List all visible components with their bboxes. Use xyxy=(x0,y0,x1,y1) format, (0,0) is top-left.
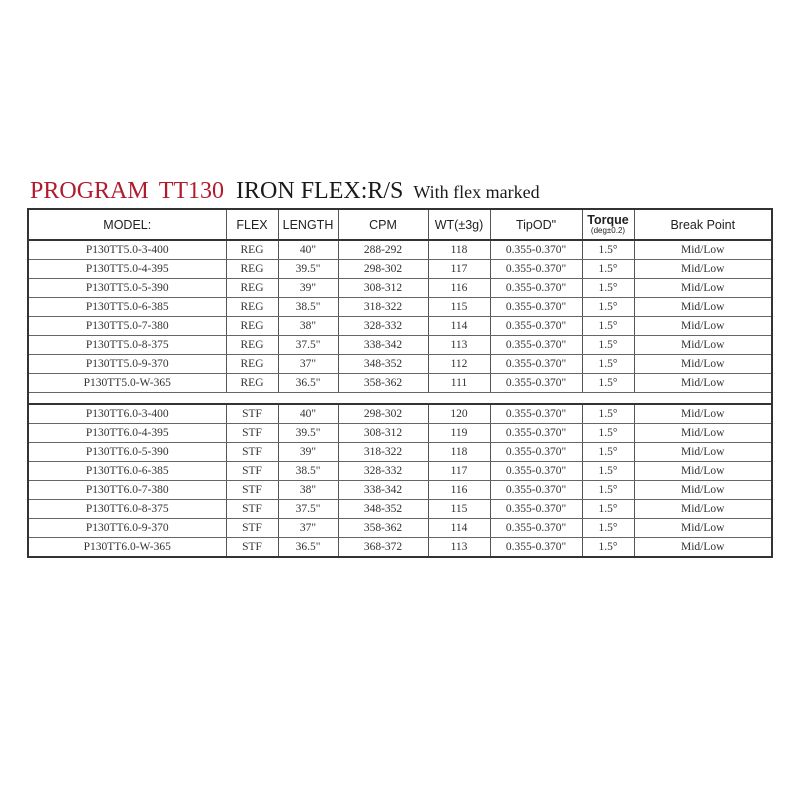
cell-wt: 115 xyxy=(428,298,490,317)
cell-tipod: 0.355-0.370" xyxy=(490,317,582,336)
cell-length: 38.5" xyxy=(278,298,338,317)
cell-flex: REG xyxy=(226,260,278,279)
cell-tipod: 0.355-0.370" xyxy=(490,374,582,393)
header-tipod: TipOD" xyxy=(490,209,582,240)
cell-tipod: 0.355-0.370" xyxy=(490,462,582,481)
cell-model: P130TT5.0-5-390 xyxy=(28,279,226,298)
cell-model: P130TT5.0-9-370 xyxy=(28,355,226,374)
table-row xyxy=(28,443,772,462)
cell-wt: 116 xyxy=(428,481,490,500)
cell-wt: 115 xyxy=(428,500,490,519)
cell-torque: 1.5° xyxy=(582,481,634,500)
cell-wt: 113 xyxy=(428,336,490,355)
cell-cpm: 358-362 xyxy=(338,374,428,393)
cell-model: P130TT5.0-4-395 xyxy=(28,260,226,279)
cell-cpm: 318-322 xyxy=(338,443,428,462)
cell-cpm: 368-372 xyxy=(338,538,428,558)
cell-length: 39" xyxy=(278,279,338,298)
header-length: LENGTH xyxy=(278,209,338,240)
header-break-point: Break Point xyxy=(634,209,772,240)
cell-cpm: 298-302 xyxy=(338,404,428,424)
cell-flex: STF xyxy=(226,538,278,558)
cell-tipod: 0.355-0.370" xyxy=(490,481,582,500)
cell-break-point: Mid/Low xyxy=(634,355,772,374)
cell-cpm: 318-322 xyxy=(338,298,428,317)
table-row xyxy=(28,240,772,260)
cell-torque: 1.5° xyxy=(582,240,634,260)
cell-tipod: 0.355-0.370" xyxy=(490,298,582,317)
table-row xyxy=(28,298,772,317)
table-row xyxy=(28,336,772,355)
cell-model: P130TT6.0-W-365 xyxy=(28,538,226,558)
cell-model: P130TT6.0-5-390 xyxy=(28,443,226,462)
cell-wt: 114 xyxy=(428,317,490,336)
cell-torque: 1.5° xyxy=(582,500,634,519)
table-row xyxy=(28,260,772,279)
header-wt: WT(±3g) xyxy=(428,209,490,240)
cell-torque: 1.5° xyxy=(582,317,634,336)
cell-wt: 113 xyxy=(428,538,490,558)
header-row xyxy=(28,209,772,240)
cell-flex: STF xyxy=(226,404,278,424)
cell-length: 40" xyxy=(278,404,338,424)
cell-flex: STF xyxy=(226,424,278,443)
cell-wt: 119 xyxy=(428,424,490,443)
cell-cpm: 328-332 xyxy=(338,317,428,336)
cell-wt: 118 xyxy=(428,443,490,462)
cell-torque: 1.5° xyxy=(582,260,634,279)
cell-length: 39.5" xyxy=(278,424,338,443)
cell-length: 37" xyxy=(278,519,338,538)
cell-break-point: Mid/Low xyxy=(634,260,772,279)
cell-flex: STF xyxy=(226,519,278,538)
cell-model: P130TT6.0-6-385 xyxy=(28,462,226,481)
cell-cpm: 338-342 xyxy=(338,481,428,500)
cell-wt: 117 xyxy=(428,462,490,481)
cell-flex: REG xyxy=(226,240,278,260)
cell-break-point: Mid/Low xyxy=(634,481,772,500)
cell-torque: 1.5° xyxy=(582,355,634,374)
cell-torque: 1.5° xyxy=(582,279,634,298)
cell-tipod: 0.355-0.370" xyxy=(490,336,582,355)
cell-length: 38.5" xyxy=(278,462,338,481)
cell-flex: STF xyxy=(226,462,278,481)
cell-cpm: 308-312 xyxy=(338,279,428,298)
cell-torque: 1.5° xyxy=(582,443,634,462)
table-row xyxy=(28,374,772,393)
cell-flex: REG xyxy=(226,317,278,336)
cell-tipod: 0.355-0.370" xyxy=(490,500,582,519)
cell-break-point: Mid/Low xyxy=(634,404,772,424)
cell-tipod: 0.355-0.370" xyxy=(490,240,582,260)
cell-cpm: 308-312 xyxy=(338,424,428,443)
table-row xyxy=(28,355,772,374)
cell-tipod: 0.355-0.370" xyxy=(490,519,582,538)
cell-flex: REG xyxy=(226,336,278,355)
cell-tipod: 0.355-0.370" xyxy=(490,404,582,424)
cell-torque: 1.5° xyxy=(582,538,634,558)
table-row xyxy=(28,279,772,298)
cell-model: P130TT6.0-8-375 xyxy=(28,500,226,519)
cell-break-point: Mid/Low xyxy=(634,443,772,462)
cell-flex: REG xyxy=(226,298,278,317)
cell-model: P130TT5.0-6-385 xyxy=(28,298,226,317)
cell-break-point: Mid/Low xyxy=(634,500,772,519)
header-torque-label: Torque xyxy=(587,213,629,228)
cell-tipod: 0.355-0.370" xyxy=(490,424,582,443)
cell-torque: 1.5° xyxy=(582,462,634,481)
cell-torque: 1.5° xyxy=(582,374,634,393)
header-model: MODEL: xyxy=(28,209,226,240)
cell-break-point: Mid/Low xyxy=(634,519,772,538)
cell-cpm: 338-342 xyxy=(338,336,428,355)
page-title xyxy=(30,178,540,205)
title-subtitle: With flex marked xyxy=(413,182,540,202)
cell-flex: STF xyxy=(226,481,278,500)
cell-model: P130TT6.0-3-400 xyxy=(28,404,226,424)
cell-flex: STF xyxy=(226,500,278,519)
cell-wt: 120 xyxy=(428,404,490,424)
cell-length: 36.5" xyxy=(278,374,338,393)
header-torque xyxy=(582,209,634,240)
cell-model: P130TT5.0-8-375 xyxy=(28,336,226,355)
table-row xyxy=(28,317,772,336)
cell-model: P130TT5.0-7-380 xyxy=(28,317,226,336)
cell-flex: REG xyxy=(226,355,278,374)
cell-length: 38" xyxy=(278,481,338,500)
cell-tipod: 0.355-0.370" xyxy=(490,443,582,462)
cell-length: 39" xyxy=(278,443,338,462)
cell-cpm: 348-352 xyxy=(338,355,428,374)
cell-tipod: 0.355-0.370" xyxy=(490,538,582,558)
cell-wt: 118 xyxy=(428,240,490,260)
cell-length: 38" xyxy=(278,317,338,336)
title-program: PROGRAM xyxy=(30,178,149,204)
cell-cpm: 348-352 xyxy=(338,500,428,519)
table-row xyxy=(28,462,772,481)
cell-tipod: 0.355-0.370" xyxy=(490,279,582,298)
cell-torque: 1.5° xyxy=(582,336,634,355)
cell-break-point: Mid/Low xyxy=(634,279,772,298)
header-cpm: CPM xyxy=(338,209,428,240)
cell-length: 37.5" xyxy=(278,500,338,519)
cell-break-point: Mid/Low xyxy=(634,424,772,443)
cell-torque: 1.5° xyxy=(582,424,634,443)
header-torque-unit: (deg±0.2) xyxy=(590,225,626,235)
cell-flex: REG xyxy=(226,279,278,298)
cell-length: 36.5" xyxy=(278,538,338,558)
table-row xyxy=(28,519,772,538)
cell-tipod: 0.355-0.370" xyxy=(490,260,582,279)
table-row xyxy=(28,538,772,558)
cell-cpm: 298-302 xyxy=(338,260,428,279)
cell-break-point: Mid/Low xyxy=(634,538,772,558)
cell-model: P130TT6.0-4-395 xyxy=(28,424,226,443)
cell-cpm: 288-292 xyxy=(338,240,428,260)
table-row xyxy=(28,404,772,424)
group-spacer xyxy=(28,393,772,405)
cell-cpm: 358-362 xyxy=(338,519,428,538)
header-flex: FLEX xyxy=(226,209,278,240)
cell-length: 39.5" xyxy=(278,260,338,279)
cell-torque: 1.5° xyxy=(582,519,634,538)
cell-torque: 1.5° xyxy=(582,298,634,317)
cell-break-point: Mid/Low xyxy=(634,317,772,336)
cell-wt: 111 xyxy=(428,374,490,393)
cell-flex: STF xyxy=(226,443,278,462)
title-model: TT130 xyxy=(158,178,225,204)
cell-model: P130TT5.0-W-365 xyxy=(28,374,226,393)
stf-group xyxy=(28,404,772,557)
cell-torque: 1.5° xyxy=(582,404,634,424)
cell-break-point: Mid/Low xyxy=(634,336,772,355)
cell-model: P130TT5.0-3-400 xyxy=(28,240,226,260)
cell-wt: 116 xyxy=(428,279,490,298)
cell-model: P130TT6.0-9-370 xyxy=(28,519,226,538)
title-flex: IRON FLEX:R/S xyxy=(236,178,404,204)
cell-length: 40" xyxy=(278,240,338,260)
spacer-row xyxy=(28,393,772,405)
reg-group xyxy=(28,240,772,393)
cell-break-point: Mid/Low xyxy=(634,462,772,481)
cell-flex: REG xyxy=(226,374,278,393)
cell-wt: 117 xyxy=(428,260,490,279)
table-row xyxy=(28,500,772,519)
cell-length: 37" xyxy=(278,355,338,374)
spec-table xyxy=(27,208,773,558)
cell-length: 37.5" xyxy=(278,336,338,355)
cell-model: P130TT6.0-7-380 xyxy=(28,481,226,500)
cell-cpm: 328-332 xyxy=(338,462,428,481)
table-row xyxy=(28,424,772,443)
cell-break-point: Mid/Low xyxy=(634,240,772,260)
cell-wt: 112 xyxy=(428,355,490,374)
cell-break-point: Mid/Low xyxy=(634,374,772,393)
cell-tipod: 0.355-0.370" xyxy=(490,355,582,374)
cell-break-point: Mid/Low xyxy=(634,298,772,317)
table-row xyxy=(28,481,772,500)
cell-wt: 114 xyxy=(428,519,490,538)
